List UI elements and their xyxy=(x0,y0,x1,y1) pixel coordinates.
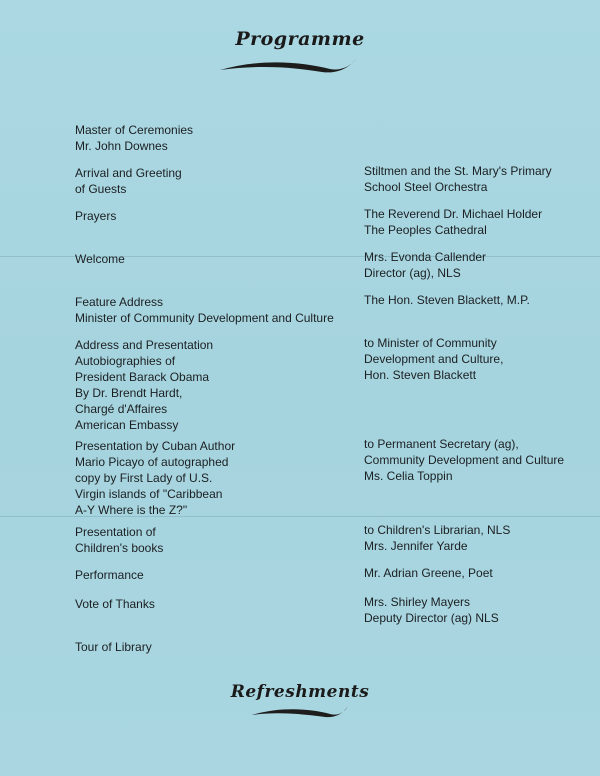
programme-event: Presentation of Children's books xyxy=(75,525,164,555)
programme-event: Performance xyxy=(75,568,144,582)
programme-detail: The Hon. Steven Blackett, M.P. xyxy=(364,293,530,307)
programme-detail: Mr. Adrian Greene, Poet xyxy=(364,566,493,580)
programme-detail: Mrs. Evonda Callender Director (ag), NLS xyxy=(364,250,487,280)
programme-detail: Stiltmen and the St. Mary's Primary School Steel Orchestra xyxy=(364,164,552,194)
programme-event: Arrival and Greeting of Guests xyxy=(75,166,182,196)
programme-event: Feature Address Minister of Community Development and Culture xyxy=(75,295,334,325)
programme-detail: to Minister of Community Development and Culture, Hon. Steven Blackett xyxy=(364,336,504,382)
swash-ornament-icon xyxy=(250,703,350,719)
programme-event: Vote of Thanks xyxy=(75,597,155,611)
refreshments-title: Refreshments xyxy=(230,682,370,702)
programme-event: Welcome xyxy=(75,252,125,266)
programme-event: Prayers xyxy=(75,209,117,223)
programme-event: Presentation by Cuban Author Mario Picayo of autographed copy by First Lady of U.S. Virgin islands of "Caribbean A-Y Where is the Z?" xyxy=(75,439,236,517)
programme-detail: Mrs. Shirley Mayers Deputy Director (ag) NLS xyxy=(364,595,499,625)
programme-detail: to Children's Librarian, NLS Mrs. Jennifer Yarde xyxy=(364,523,511,553)
programme-event: Address and Presentation Autobiographies of President Barack Obama By Dr. Brendt Hardt, Chargé d'Affaires American Embassy xyxy=(75,338,214,432)
programme-detail: to Permanent Secretary (ag), Community Development and Culture Ms. Celia Toppin xyxy=(364,437,565,483)
programme-title: Programme xyxy=(235,28,365,50)
swash-ornament-icon xyxy=(218,55,358,75)
programme-detail: The Reverend Dr. Michael Holder The Peoples Cathedral xyxy=(364,207,543,237)
programme-event: Master of Ceremonies Mr. John Downes xyxy=(75,123,194,153)
programme-event: Tour of Library xyxy=(75,640,152,654)
